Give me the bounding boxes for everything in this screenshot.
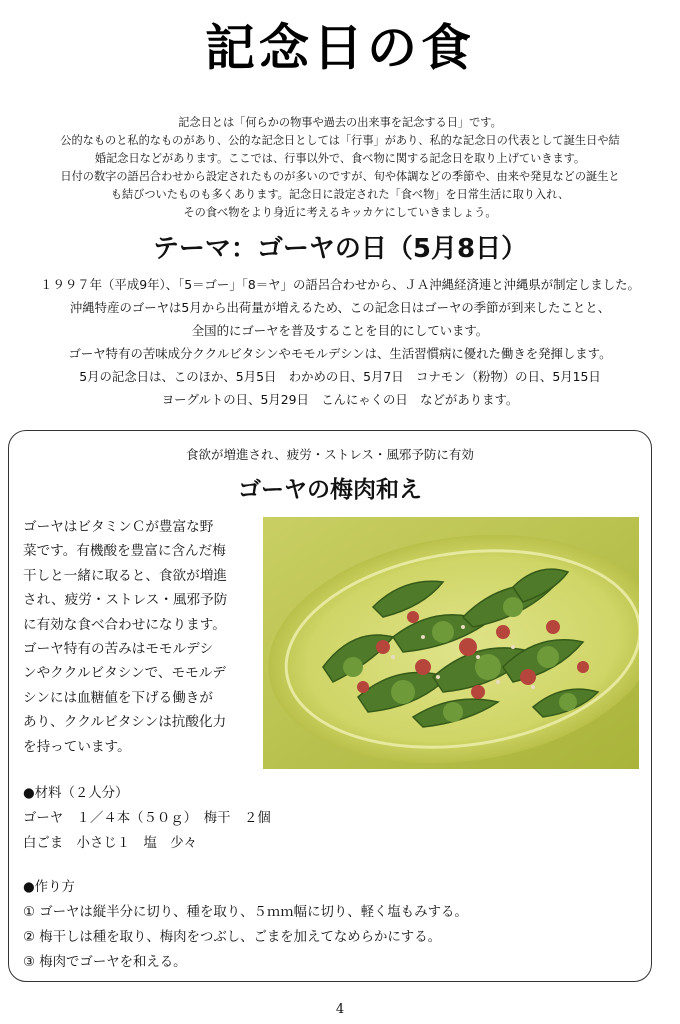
page-number: 4 — [335, 1002, 345, 1017]
method-step: ① ゴーヤは縦半分に切り、種を取り、５ｍｍ幅に切り、軽く塩もみする。 — [23, 905, 468, 920]
intro-line: 日付の数字の語呂合わせから設定されたものが多いのですが、旬や体調などの季節や、由来や発見などの誕生と — [60, 170, 620, 183]
description-line: に有効な食べ合わせになります。 — [23, 616, 226, 633]
intro-line: 婚記念日などがあります。ここでは、行事以外で、食べ物に関する記念日を取り上げていきます。 — [94, 152, 586, 165]
dish-photo — [263, 517, 639, 769]
theme-line: 5月の記念日は、このほか、5月5日 わかめの日、5月7日 コナモン（粉物）の日、5月15日 — [79, 369, 601, 384]
ingredient-line: 白ごま 小さじ１ 塩 少々 — [23, 836, 198, 851]
recipe-box — [8, 430, 652, 982]
recipe-subtitle: 食欲が増進され、疲労・ストレス・風邪予防に有効 — [186, 447, 474, 462]
method-heading: ●作り方 — [23, 880, 75, 895]
description-line: あり、ククルビタシンは抗酸化力 — [23, 714, 227, 731]
ingredients-section — [23, 781, 271, 856]
method-step: ② 梅干しは種を取り、梅肉をつぶし、ごまを加えてなめらかにする。 — [23, 930, 441, 945]
description-line: 菜です。有機酸を豊富に含んだ梅 — [23, 543, 226, 560]
theme-line: 全国的にゴーヤを普及することを目的にしています。 — [191, 323, 489, 338]
description-line: ゴーヤはビタミンＣが豊富な野 — [23, 519, 214, 535]
description-line: シンには血糖値を下げる働きが — [23, 689, 213, 706]
intro-line: その食べ物をより身近に考えるキッカケにしていきましょう。 — [183, 206, 497, 219]
description-line: を持っています。 — [23, 738, 131, 755]
theme-line: ヨーグルトの日、5月29日 こんにゃくの日 などがあります。 — [161, 392, 519, 407]
theme-line: ゴーヤ特有の苦味成分ククルビタシンやモモルデシンは、生活習慣病に優れた働きを発揮します。 — [68, 346, 612, 361]
ingredient-line: ゴーヤ １／４本（５０ｇ） 梅干 ２個 — [23, 811, 271, 826]
recipe-description — [23, 515, 263, 759]
page-title: 記念日の食 — [205, 19, 475, 77]
method-step: ③ 梅肉でゴーヤを和える。 — [23, 955, 187, 970]
theme-body — [0, 273, 680, 411]
theme-line: 沖縄特産のゴーヤは5月から出荷量が増えるため、この記念日はゴーヤの季節が到来したことと、 — [69, 300, 611, 315]
description-line: ゴーヤ特有の苦みはモモルデシ — [23, 641, 214, 658]
description-line: 干しと一緒に取ると、食欲が増進 — [23, 567, 227, 584]
description-line: ンやククルビタシンで、モモルデ — [23, 665, 226, 682]
intro-line: 記念日とは「何らかの物事や過去の出来事を記念する日」です。 — [178, 116, 502, 129]
intro-paragraph — [4, 114, 676, 222]
theme-line: １９９７年（平成9年）、「5＝ゴー」「8＝ヤ」の語呂合わせから、ＪＡ沖縄経済連と沖縄県が制定しました。 — [40, 277, 640, 292]
intro-line: 公的なものと私的なものがあり、公的な記念日としては「行事」があり、私的な記念日の代表として誕生日や結 — [60, 134, 620, 147]
description-line: され、疲労・ストレス・風邪予防 — [23, 592, 228, 609]
recipe-title: ゴーヤの梅肉和え — [238, 477, 422, 503]
theme-heading: テーマ：ゴーヤの日（5月8日） — [152, 234, 528, 264]
intro-line: も結びついたものも多くあります。記念日に設定された「食べ物」を日常生活に取り入れ、 — [110, 188, 570, 201]
ingredients-heading: ●材料（２人分） — [23, 786, 129, 801]
method-section — [23, 875, 468, 975]
